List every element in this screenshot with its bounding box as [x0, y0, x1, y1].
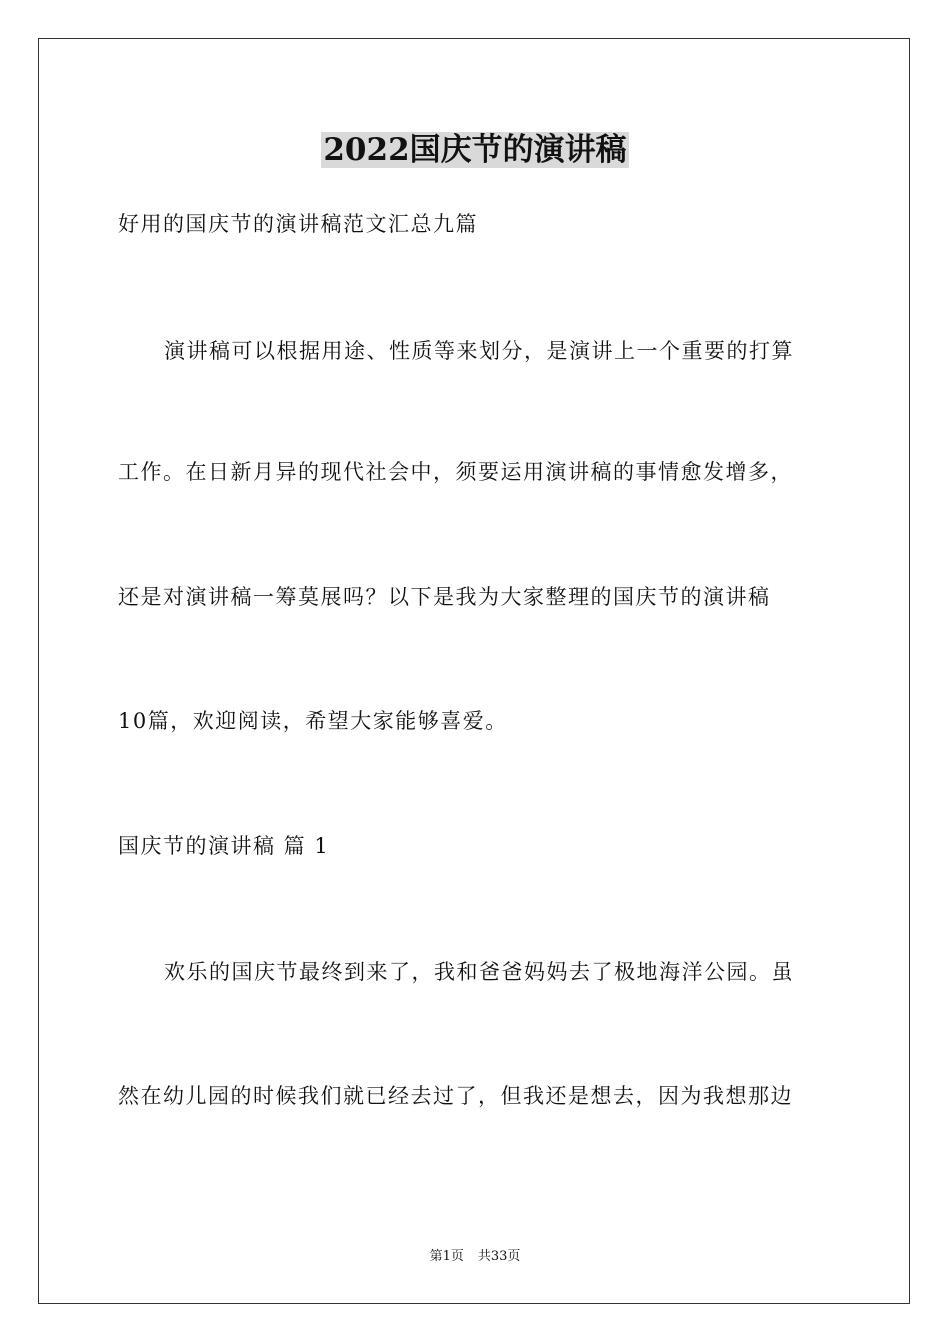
paragraph-line: 欢乐的国庆节最终到来了，我和爸爸妈妈去了极地海洋公园。虽: [164, 960, 794, 984]
section-heading: 国庆节的演讲稿 篇 1: [118, 834, 330, 858]
page-number-total: 共33页: [477, 1249, 521, 1264]
document-subtitle: 好用的国庆节的演讲稿范文汇总九篇: [118, 212, 478, 236]
paragraph-line: 然在幼儿园的时候我们就已经去过了，但我还是想去，因为我想那边: [118, 1084, 793, 1108]
page-footer: [0, 1248, 950, 1266]
paragraph-line: 工作。在日新月异的现代社会中，须要运用演讲稿的事情愈发增多，: [118, 460, 793, 484]
page-number-current: 第1页: [429, 1249, 464, 1264]
paragraph-line: 还是对演讲稿一筹莫展吗？以下是我为大家整理的国庆节的演讲稿: [118, 585, 771, 609]
paragraph-line: 演讲稿可以根据用途、性质等来划分，是演讲上一个重要的打算: [164, 339, 794, 363]
document-title: [0, 128, 950, 172]
document-title-text: 2022国庆节的演讲稿: [323, 132, 627, 168]
paragraph-line: 10篇，欢迎阅读，希望大家能够喜爱。: [118, 709, 508, 733]
